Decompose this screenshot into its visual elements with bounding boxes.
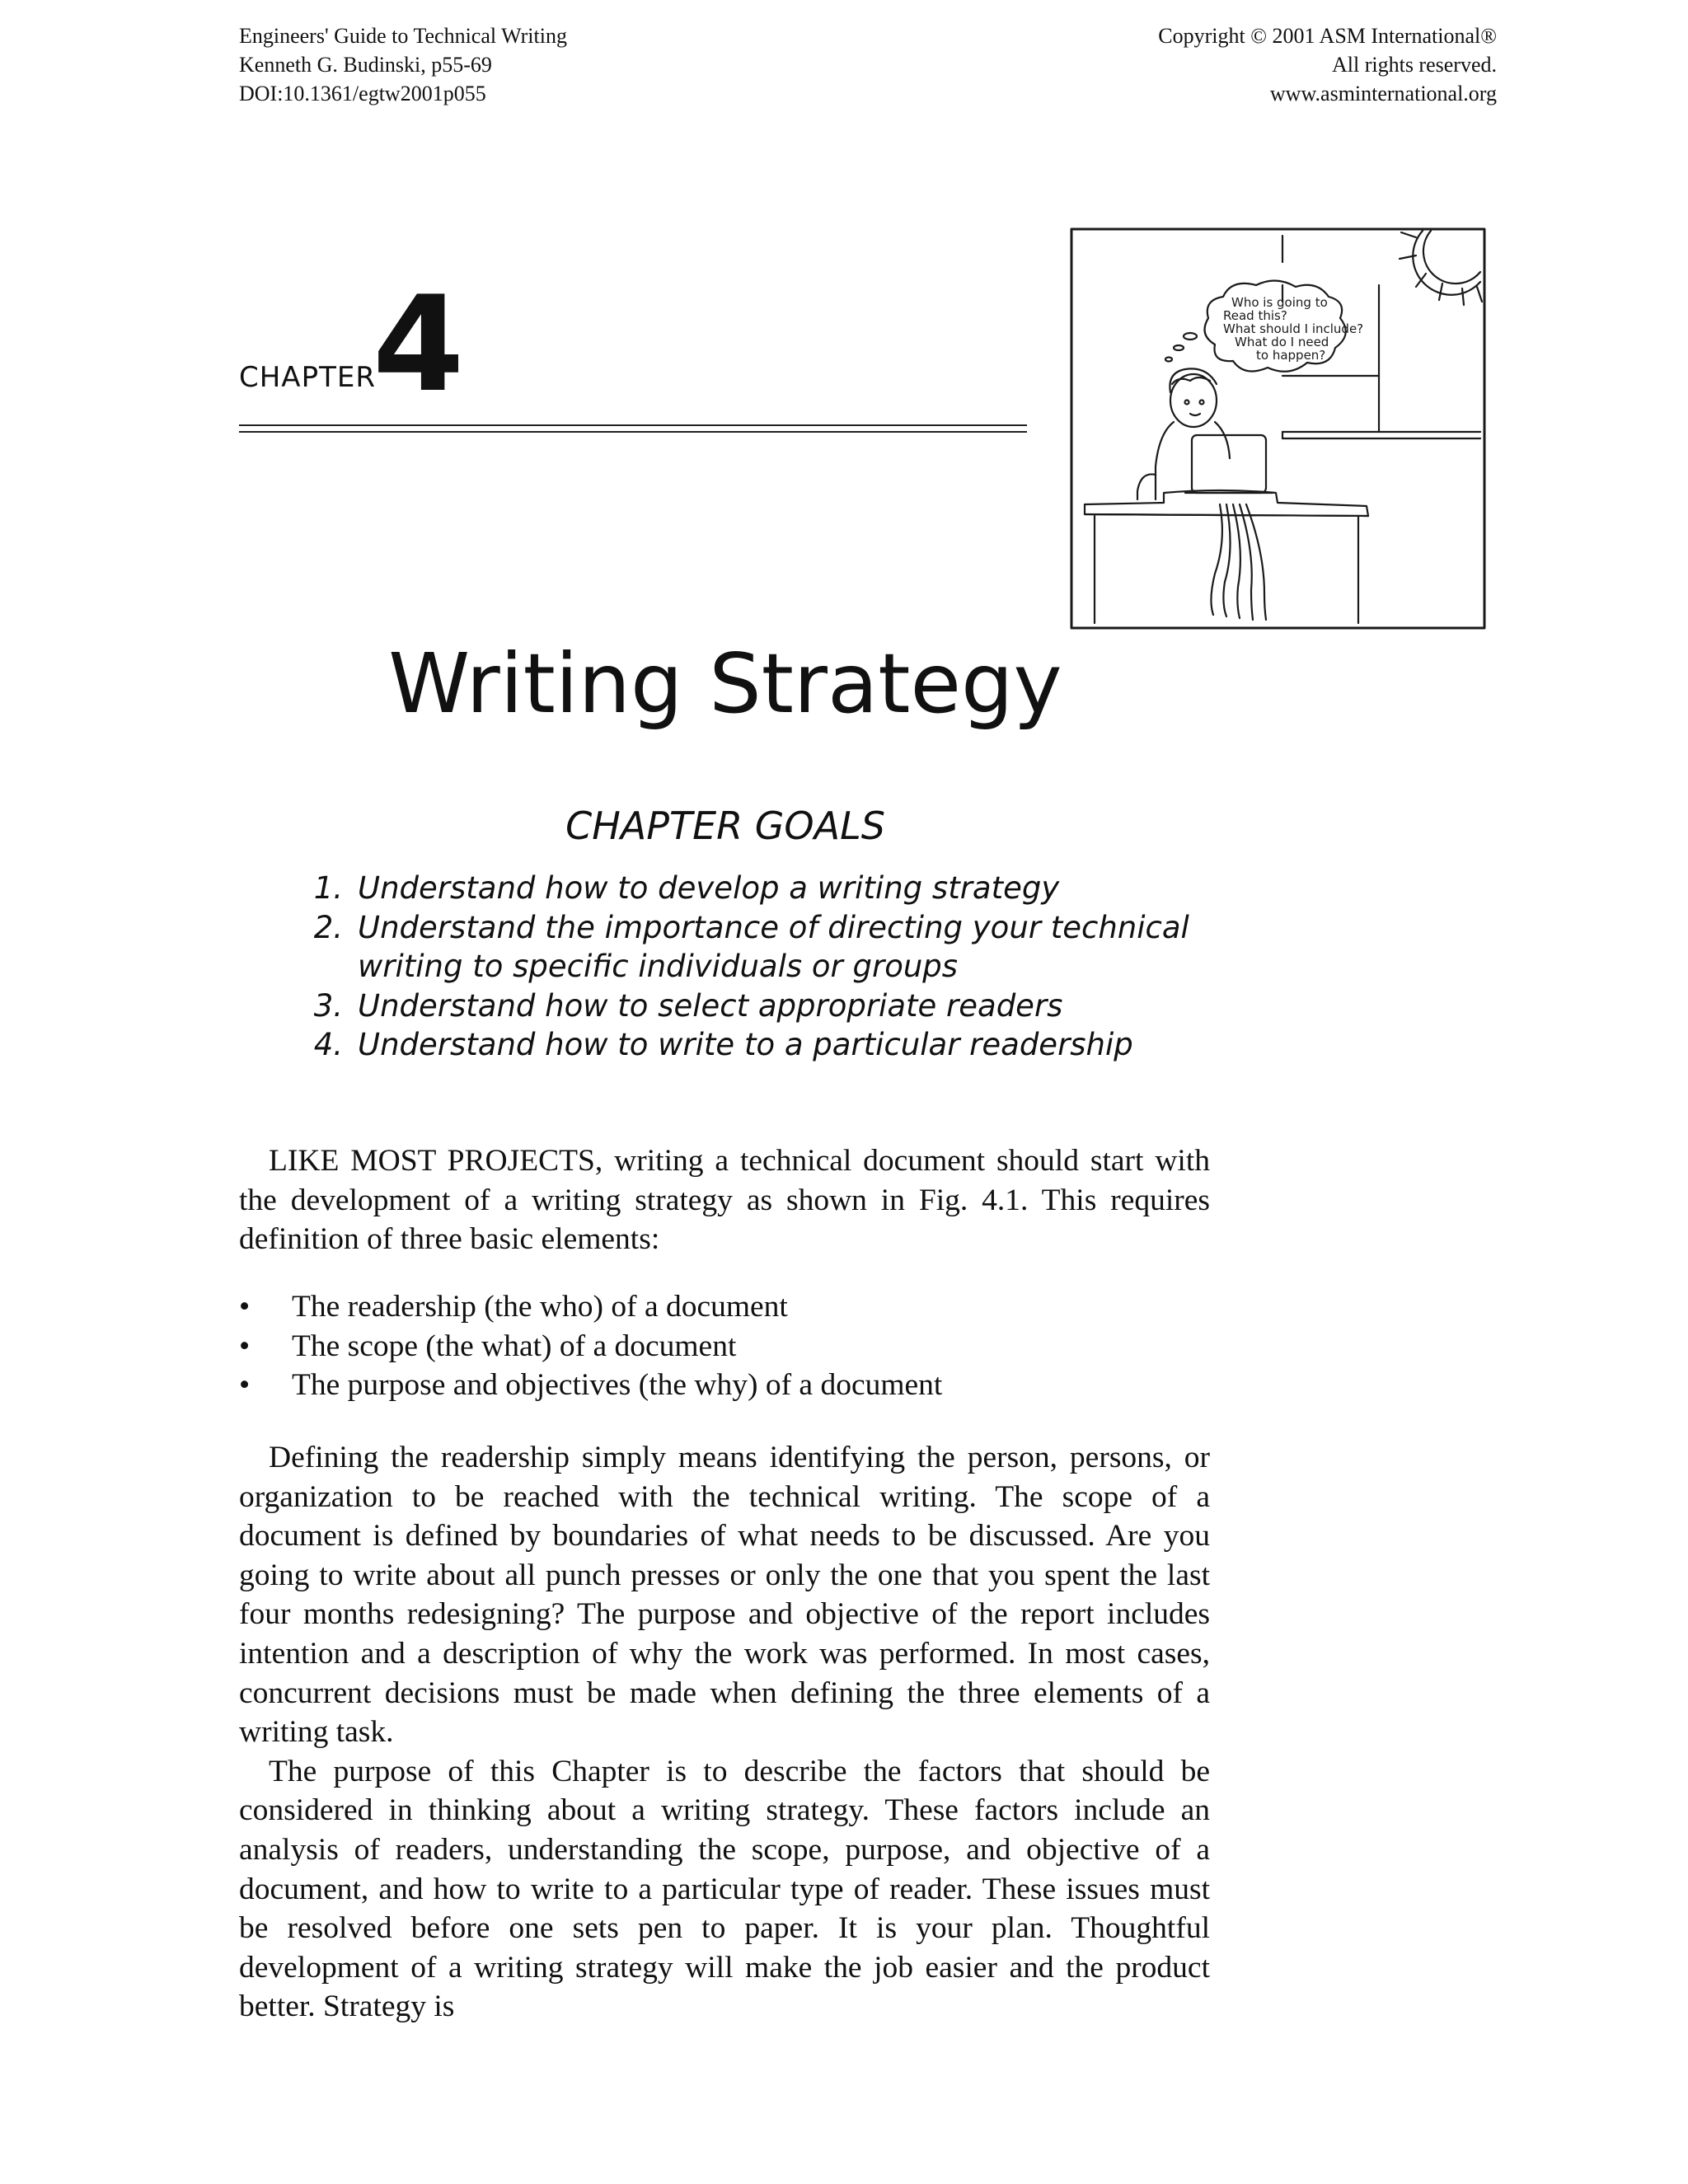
doi: DOI:10.1361/egtw2001p055: [239, 82, 486, 105]
bullet-text: The scope (the what) of a document: [292, 1329, 737, 1363]
thought-line-3: What should I include?: [1223, 321, 1364, 336]
writer-at-desk-illustration: [1070, 227, 1486, 630]
bullet-item: [239, 1287, 1210, 1327]
goal-number: 4.: [313, 1027, 343, 1062]
bullet-item: [239, 1327, 1210, 1366]
header-right: [1039, 21, 1497, 108]
purpose-paragraph: The purpose of this Chapter is to describe the factors that should be considered in thinking about a writing strategy. These factors include an analysis of readers, understanding the scope, purpose, and objective of a document, and how to write to a particular type of reader. These issues must be resolved before one sets pen to paper. It is your plan. Thoughtful development of a writing strategy will make the job easier and the product better. Strategy is: [239, 1754, 1210, 2024]
chapter-label: CHAPTER: [239, 361, 376, 394]
chapter-rule-bottom: [239, 431, 1027, 433]
rights: All rights reserved.: [1331, 53, 1497, 77]
goal-text: Understand the importance of directing your technical: [358, 909, 1189, 945]
goal-item: [297, 987, 1220, 1026]
chapter-rule-top: [239, 424, 1027, 426]
intro-paragraph: LIKE MOST PROJECTS, writing a technical document should start with the development of a writing strategy as shown in Fig. 4.1. This requires definition of three basic elements:: [239, 1144, 1210, 1257]
goal-text-continued: writing to specific individuals or groups: [358, 949, 959, 984]
chapter-number: 4: [373, 267, 460, 421]
intro-paragraph-block: [239, 1141, 1210, 1259]
goal-text: Understand how to select appropriate readers: [358, 987, 1063, 1024]
bullet-symbol: •: [239, 1290, 251, 1324]
goal-number: 2.: [313, 909, 343, 945]
bullet-symbol: •: [239, 1329, 251, 1363]
chapter-goals-list: [297, 869, 1220, 1065]
website: www.asminternational.org: [1269, 82, 1497, 105]
thought-line-2: Read this?: [1223, 308, 1287, 323]
book-title: Engineers' Guide to Technical Writing: [239, 24, 567, 48]
goal-text: Understand how to develop a writing strategy: [358, 870, 1060, 906]
copyright: Copyright © 2001 ASM International®: [1158, 24, 1497, 48]
goal-item: [297, 869, 1220, 908]
thought-line-4: What do I need: [1235, 335, 1329, 349]
chapter-title: Writing Strategy: [388, 635, 1062, 732]
goal-item: [297, 1025, 1220, 1065]
bullet-item: [239, 1366, 1210, 1405]
goal-item: [297, 908, 1220, 987]
header-left: [239, 21, 567, 108]
chapter-goals-heading: CHAPTER GOALS: [565, 804, 885, 848]
elements-bullet-list: [239, 1287, 1210, 1405]
readership-paragraph: Defining the readership simply means identifying the person, persons, or organization to be reached with the technical writing. The scope of a document is defined by boundaries of what needs to be discussed. Are you going to write about all punch presses or only the one that you spent the last four months redesigning? The purpose and objective of the report includes intention and a description of why the work was performed. In most cases, concurrent decisions must be made when defining the three elements of a writing task.: [239, 1441, 1210, 1750]
thought-line-1: Who is going to: [1231, 295, 1328, 310]
bullet-text: The readership (the who) of a document: [292, 1290, 788, 1324]
thought-line-5: to happen?: [1256, 348, 1326, 363]
goal-number: 3.: [313, 987, 343, 1024]
goal-number: 1.: [313, 870, 343, 906]
author-pages: Kenneth G. Budinski, p55-69: [239, 53, 492, 77]
bullet-symbol: •: [239, 1368, 251, 1403]
goal-text: Understand how to write to a particular readership: [358, 1027, 1133, 1062]
bullet-text: The purpose and objectives (the why) of a document: [292, 1368, 943, 1403]
body-paragraphs: [239, 1438, 1210, 2027]
